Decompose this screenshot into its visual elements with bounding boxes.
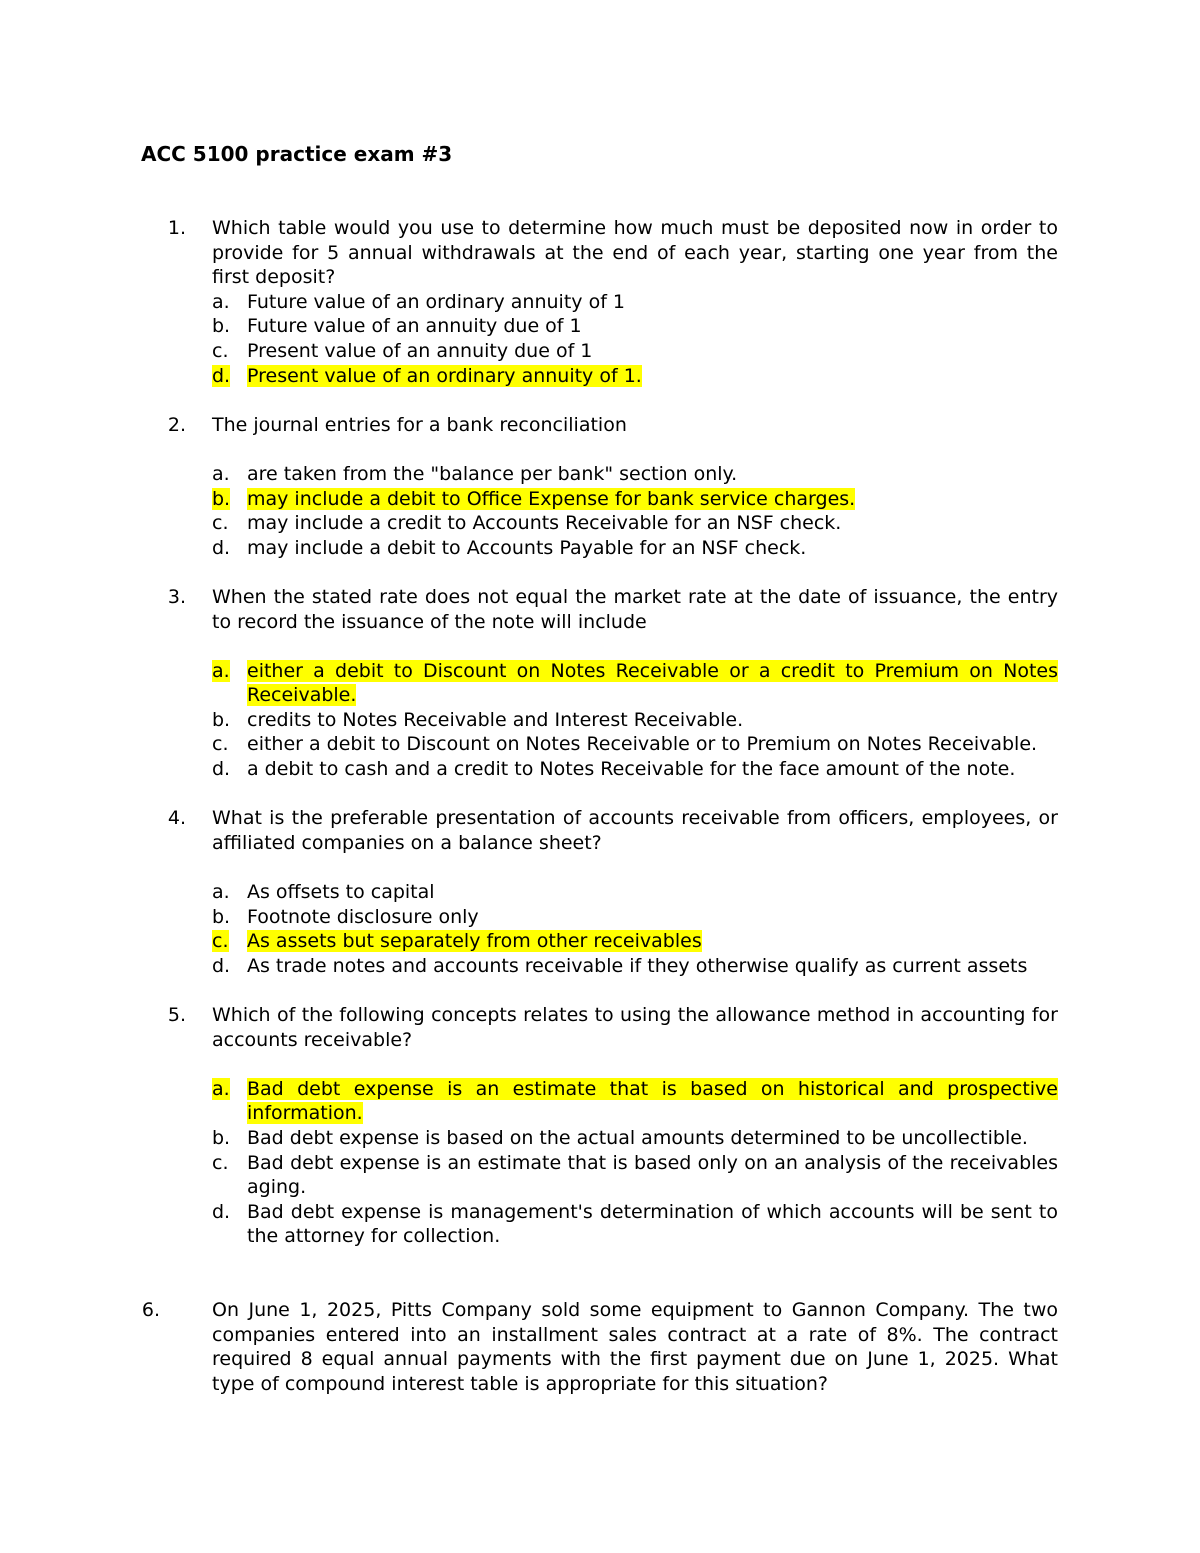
option-text: Footnote disclosure only xyxy=(247,905,479,928)
option-text: Present value of an annuity due of 1 xyxy=(247,339,593,362)
question-number: 5. xyxy=(167,1004,186,1026)
option-letter: b. xyxy=(212,487,231,510)
option-text: either a debit to Discount on Notes Receivable or to Premium on Notes Receivable. xyxy=(247,733,1038,756)
option-b-highlighted xyxy=(212,487,1058,512)
option-text: Bad debt expense is an estimate that is based on historical and prospective information. xyxy=(247,1077,1058,1125)
option-text: may include a debit to Office Expense for bank service charges. xyxy=(247,487,856,510)
option-text: credits to Notes Receivable and Interest Receivable. xyxy=(247,708,744,731)
question-number: 6. xyxy=(141,1298,160,1321)
option-text: As assets but separately from other receivables xyxy=(247,930,702,953)
option-c xyxy=(212,1151,1058,1200)
option-text: Bad debt expense is management's determination of which accounts will be sent to the attorney for collection. xyxy=(247,1200,1058,1248)
option-letter: b. xyxy=(212,905,231,928)
option-text: As trade notes and accounts receivable if they otherwise qualify as current assets xyxy=(247,954,1028,977)
question-1 xyxy=(0,216,1200,388)
option-letter: b. xyxy=(212,315,231,338)
question-number: 3. xyxy=(167,585,186,608)
option-d xyxy=(212,757,1058,782)
option-text: may include a credit to Accounts Receivable for an NSF check. xyxy=(247,512,842,535)
question-number: 1. xyxy=(167,217,186,239)
question-list xyxy=(0,216,1200,1396)
option-a-highlighted xyxy=(212,1077,1058,1126)
option-b xyxy=(212,314,1058,339)
question-text: The journal entries for a bank reconciliation xyxy=(212,413,627,436)
option-c xyxy=(212,732,1058,757)
page-title: ACC 5100 practice exam #3 xyxy=(141,142,453,166)
option-c-highlighted xyxy=(212,929,1058,954)
option-d xyxy=(212,536,1058,561)
option-text: Bad debt expense is based on the actual amounts determined to be uncollectible. xyxy=(247,1126,1028,1149)
option-b xyxy=(212,905,1058,930)
option-d-highlighted xyxy=(212,364,1058,389)
option-letter: b. xyxy=(212,1126,231,1149)
option-c xyxy=(212,339,1058,364)
question-5 xyxy=(0,1003,1200,1249)
option-letter: a. xyxy=(212,462,230,485)
option-text: Bad debt expense is an estimate that is based only on an analysis of the receivables aging. xyxy=(247,1151,1058,1199)
option-letter: c. xyxy=(212,339,229,362)
option-letter: a. xyxy=(212,1077,230,1100)
option-c xyxy=(212,511,1058,536)
option-text: As offsets to capital xyxy=(247,881,435,904)
question-text: What is the preferable presentation of accounts receivable from officers, employees, or affiliated companies on a balance sheet? xyxy=(212,807,1058,854)
option-letter: d. xyxy=(212,758,231,781)
question-2 xyxy=(0,413,1200,561)
option-text: a debit to cash and a credit to Notes Receivable for the face amount of the note. xyxy=(247,758,1016,781)
question-text: On June 1, 2025, Pitts Company sold some equipment to Gannon Company. The two companies entered into an installment sales contract at a rate of 8%. The contract required 8 equal annual payments with the first payment due on June 1, 2025. What type of compound interest table is appropriate for this situation? xyxy=(212,1298,1058,1395)
question-number: 4. xyxy=(167,807,186,830)
option-letter: d. xyxy=(212,536,231,559)
option-text: Future value of an annuity due of 1 xyxy=(247,315,582,338)
option-text: may include a debit to Accounts Payable for an NSF check. xyxy=(247,536,807,559)
option-d xyxy=(212,954,1058,979)
question-3 xyxy=(0,585,1200,782)
option-letter: d. xyxy=(212,1200,231,1223)
option-letter: c. xyxy=(212,733,229,756)
question-number: 2. xyxy=(167,413,186,436)
option-letter: a. xyxy=(212,881,230,904)
question-text: When the stated rate does not equal the market rate at the date of issuance, the entry to record the issuance of the note will include xyxy=(212,585,1058,633)
option-b xyxy=(212,1126,1058,1151)
option-letter: a. xyxy=(212,659,230,682)
option-letter: c. xyxy=(212,512,229,535)
question-4 xyxy=(0,806,1200,978)
option-a xyxy=(212,880,1058,905)
option-a-highlighted xyxy=(212,659,1058,708)
question-6 xyxy=(0,1298,1200,1396)
option-b xyxy=(212,708,1058,733)
option-text: either a debit to Discount on Notes Receivable or a credit to Premium on Notes Receivable. xyxy=(247,659,1058,707)
option-text: are taken from the "balance per bank" section only. xyxy=(247,462,738,485)
option-letter: c. xyxy=(212,1151,229,1174)
option-text: Future value of an ordinary annuity of 1 xyxy=(247,290,626,313)
option-letter: a. xyxy=(212,290,230,313)
option-letter: d. xyxy=(212,364,231,387)
option-a xyxy=(212,462,1058,487)
option-letter: c. xyxy=(212,930,229,953)
question-text: Which table would you use to determine how much must be deposited now in order to provide for 5 annual withdrawals at the end of each year, starting one year from the first deposit? xyxy=(212,217,1058,289)
option-d xyxy=(212,1200,1058,1249)
question-text: Which of the following concepts relates to using the allowance method in accounting for accounts receivable? xyxy=(212,1004,1058,1051)
option-text: Present value of an ordinary annuity of 1. xyxy=(247,364,642,387)
option-letter: b. xyxy=(212,708,231,731)
option-letter: d. xyxy=(212,954,231,977)
option-a xyxy=(212,290,1058,315)
